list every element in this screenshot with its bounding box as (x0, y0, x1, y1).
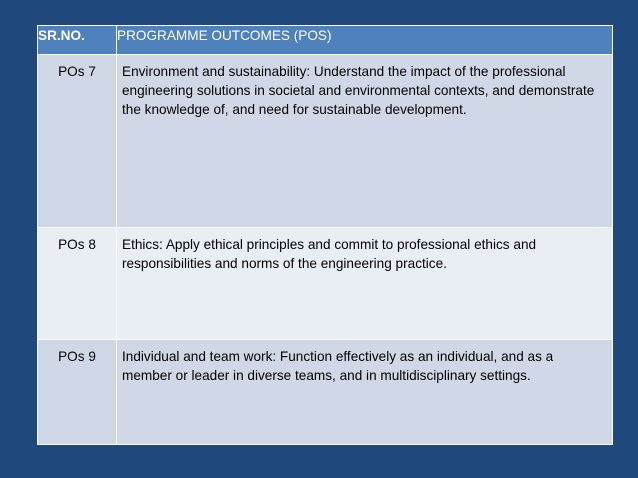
header-sr-no: SR.NO. (38, 26, 117, 55)
table-row (38, 340, 613, 445)
table-header-row (38, 26, 613, 55)
row-outcome-text: Ethics: Apply ethical principles and commit to professional ethics and responsibilities and norms of the engineering practice. (117, 228, 613, 340)
row-number: POs 8 (38, 228, 117, 340)
table-row (38, 228, 613, 340)
table-row (38, 55, 613, 228)
row-outcome-text: Individual and team work: Function effectively as an individual, and as a member or leader in diverse teams, and in multidisciplinary settings. (117, 340, 613, 445)
row-number: POs 9 (38, 340, 117, 445)
row-number: POs 7 (38, 55, 117, 228)
header-programme-outcomes: PROGRAMME OUTCOMES (POS) (117, 26, 613, 55)
row-outcome-text: Environment and sustainability: Understand the impact of the professional engineering solutions in societal and environmental contexts, and demonstrate the knowledge of, and need for sustainable development. (117, 55, 613, 228)
outcomes-table (37, 25, 613, 445)
